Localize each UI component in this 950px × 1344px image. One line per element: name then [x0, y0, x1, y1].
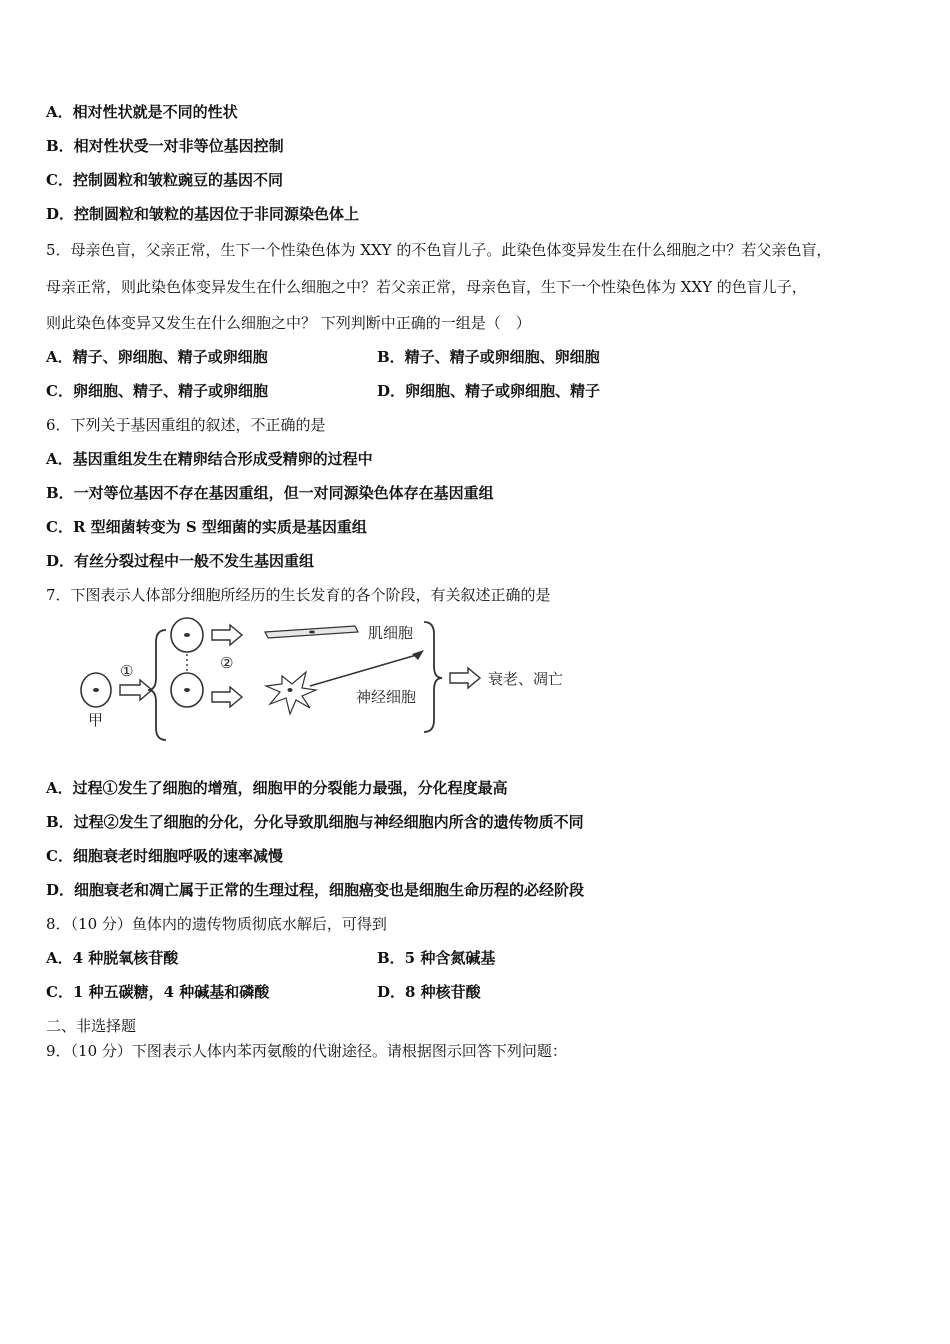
q4-option-b: B．相对性状受一对非等位基因控制 [46, 137, 284, 155]
q9-stem: 9．（10 分）下图表示人体内苯丙氨酸的代谢途径。请根据图示回答下列问题： [46, 1042, 567, 1060]
arrow-lower [212, 687, 242, 707]
right-brace [424, 622, 442, 732]
cell-lower-nucleus [184, 688, 190, 692]
q8-option-c: C．1 种五碳糖，4 种碱基和磷酸 [46, 983, 270, 1001]
q6-option-b: B．一对等位基因不存在基因重组，但一对同源染色体存在基因重组 [46, 484, 494, 502]
cell-development-diagram [70, 610, 590, 750]
q7-option-a: A．过程①发生了细胞的增殖，细胞甲的分裂能力最强，分化程度最高 [46, 779, 508, 797]
arrow-step1 [120, 680, 152, 700]
q4-option-d: D．控制圆粒和皱粒的基因位于非同源染色体上 [46, 205, 360, 223]
q5-option-b: B．精子、精子或卵细胞、卵细胞 [377, 348, 600, 366]
section-heading-non-choice: 二、非选择题 [46, 1017, 137, 1035]
q6-option-d: D．有丝分裂过程中一般不发生基因重组 [46, 552, 315, 570]
label-muscle: 肌细胞 [368, 624, 414, 642]
left-brace [148, 630, 166, 740]
q8-option-d: D．8 种核苷酸 [377, 983, 481, 1001]
q7-option-c: C．细胞衰老时细胞呼吸的速率减慢 [46, 847, 283, 865]
nerve-cell [266, 672, 316, 714]
cell-jia-nucleus [93, 688, 99, 692]
q7-option-d: D．细胞衰老和凋亡属于正常的生理过程，细胞癌变也是细胞生命历程的必经阶段 [46, 881, 585, 899]
label-step1: ① [120, 662, 134, 680]
q7-stem: 7．下图表示人体部分细胞所经历的生长发育的各个阶段，有关叙述正确的是 [46, 586, 551, 604]
q5-option-c: C．卵细胞、精子、精子或卵细胞 [46, 382, 268, 400]
label-step2: ② [220, 654, 234, 672]
q4-option-c: C．控制圆粒和皱粒豌豆的基因不同 [46, 171, 283, 189]
q4-option-a: A．相对性状就是不同的性状 [46, 103, 238, 121]
cell-upper-nucleus [184, 633, 190, 637]
arrow-upper [212, 625, 242, 645]
arrow-outcome [450, 668, 480, 688]
label-jia: 甲 [88, 711, 104, 729]
nerve-cell-nucleus [288, 688, 293, 692]
q5-option-d: D．卵细胞、精子或卵细胞、精子 [377, 382, 601, 400]
label-nerve: 神经细胞 [356, 688, 417, 706]
q5-option-a: A．精子、卵细胞、精子或卵细胞 [46, 348, 268, 366]
q6-option-a: A．基因重组发生在精卵结合形成受精卵的过程中 [46, 450, 373, 468]
nerve-axon [310, 654, 420, 686]
q8-option-a: A．4 种脱氧核苷酸 [46, 949, 179, 967]
q5-stem-line2: 母亲正常，则此染色体变异发生在什么细胞之中？若父亲正常，母亲色盲，生下一个性染色体为 XXY 的色盲儿子， [46, 278, 807, 296]
q5-stem-line3: 则此染色体变异又发生在什么细胞之中？ 下列判断中正确的一组是（ ） [46, 314, 531, 332]
label-outcome: 衰老、凋亡 [488, 670, 564, 688]
q5-stem-line1: 5．母亲色盲，父亲正常，生下一个性染色体为 XXY 的不色盲儿子。此染色体变异发生在什么细胞之中？若父亲色盲， [46, 241, 832, 259]
q8-option-b: B．5 种含氮碱基 [377, 949, 496, 967]
q7-option-b: B．过程②发生了细胞的分化，分化导致肌细胞与神经细胞内所含的遗传物质不同 [46, 813, 584, 831]
q6-option-c: C．R 型细菌转变为 S 型细菌的实质是基因重组 [46, 518, 367, 536]
q8-stem: 8．（10 分）鱼体内的遗传物质彻底水解后，可得到 [46, 915, 387, 933]
muscle-cell-nucleus [309, 631, 315, 634]
nerve-axon-end [412, 650, 424, 660]
q6-stem: 6．下列关于基因重组的叙述，不正确的是 [46, 416, 326, 434]
